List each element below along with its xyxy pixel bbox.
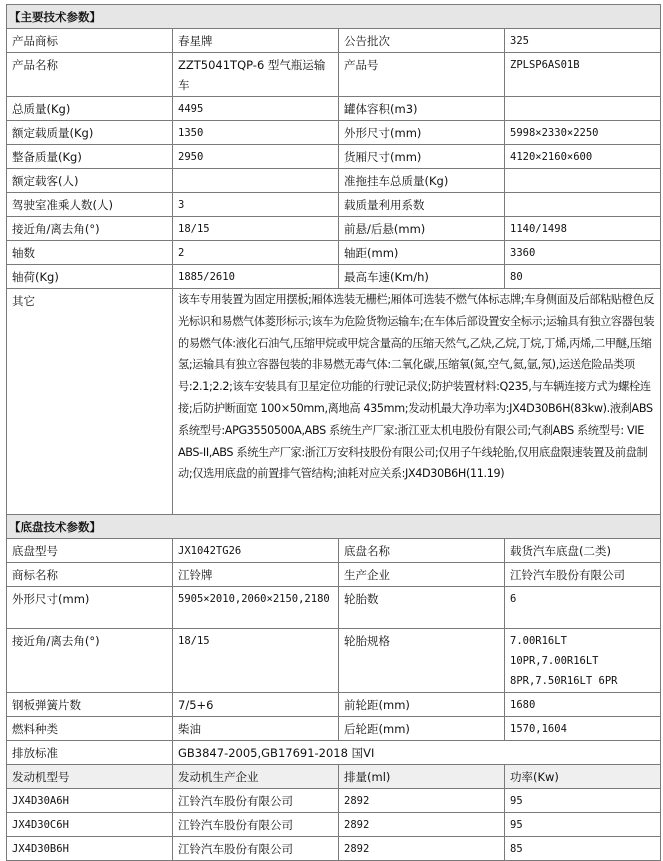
chassis-label: 后轮距(mm)	[339, 717, 505, 741]
param-label: 外形尺寸(mm)	[339, 121, 505, 145]
engine-column-header: 功率(Kw)	[505, 765, 661, 789]
engine-cell: 95	[505, 789, 661, 813]
chassis-param-row	[7, 563, 661, 587]
spec-table-body	[7, 5, 661, 861]
chassis-param-row	[7, 629, 661, 693]
main-param-row	[7, 265, 661, 289]
engine-row	[7, 789, 661, 813]
param-value: 5998×2330×2250	[505, 121, 661, 145]
chassis-param-row	[7, 587, 661, 629]
chassis-label: 底盘名称	[339, 539, 505, 563]
chassis-value: 1680	[505, 693, 661, 717]
main-param-row	[7, 241, 661, 265]
engine-column-header: 发动机型号	[7, 765, 173, 789]
main-param-row	[7, 97, 661, 121]
chassis-value: 5905×2010,2060×2150,2180	[173, 587, 339, 629]
spec-sheet	[6, 4, 660, 861]
other-label: 其它	[7, 289, 173, 515]
chassis-section-title: 【底盘技术参数】	[7, 515, 661, 539]
chassis-label: 前轮距(mm)	[339, 693, 505, 717]
chassis-param-row	[7, 539, 661, 563]
param-label: 载质量利用系数	[339, 193, 505, 217]
engine-cell: JX4D30B6H	[7, 837, 173, 861]
param-value: 1885/2610	[173, 265, 339, 289]
chassis-label: 商标名称	[7, 563, 173, 587]
chassis-value: 载货汽车底盘(二类)	[505, 539, 661, 563]
param-label: 轴荷(Kg)	[7, 265, 173, 289]
emission-row	[7, 741, 661, 765]
chassis-value: JX1042TG26	[173, 539, 339, 563]
engine-column-header: 排量(ml)	[339, 765, 505, 789]
engine-cell: 2892	[339, 837, 505, 861]
param-value: ZPLSP6AS01B	[505, 53, 661, 97]
engine-cell: 江铃汽车股份有限公司	[173, 789, 339, 813]
chassis-label: 轮胎数	[339, 587, 505, 629]
engine-cell: 江铃汽车股份有限公司	[173, 837, 339, 861]
main-section-header-row	[7, 5, 661, 29]
param-value: 1140/1498	[505, 217, 661, 241]
engine-cell: 85	[505, 837, 661, 861]
param-label: 罐体容积(m3)	[339, 97, 505, 121]
main-param-row	[7, 145, 661, 169]
chassis-param-row	[7, 717, 661, 741]
engine-header-row	[7, 765, 661, 789]
param-label: 驾驶室准乘人数(人)	[7, 193, 173, 217]
param-value: 春星牌	[173, 29, 339, 53]
chassis-param-row	[7, 693, 661, 717]
main-param-row	[7, 121, 661, 145]
param-label: 额定载客(人)	[7, 169, 173, 193]
engine-cell: 95	[505, 813, 661, 837]
chassis-value: 6	[505, 587, 661, 629]
param-value	[505, 97, 661, 121]
param-label: 产品商标	[7, 29, 173, 53]
param-value: 2	[173, 241, 339, 265]
chassis-label: 外形尺寸(mm)	[7, 587, 173, 629]
other-row	[7, 289, 661, 515]
chassis-value: 7/5+6	[173, 693, 339, 717]
param-value: 4120×2160×600	[505, 145, 661, 169]
param-label: 整备质量(Kg)	[7, 145, 173, 169]
param-value: 2950	[173, 145, 339, 169]
param-label: 货厢尺寸(mm)	[339, 145, 505, 169]
param-label: 前悬/后悬(mm)	[339, 217, 505, 241]
engine-row	[7, 837, 661, 861]
chassis-value: 1570,1604	[505, 717, 661, 741]
engine-cell: 2892	[339, 813, 505, 837]
chassis-value: 7.00R16LT 10PR,7.00R16LT 8PR,7.50R16LT 6PR	[505, 629, 661, 693]
param-value	[505, 169, 661, 193]
param-value: 18/15	[173, 217, 339, 241]
param-label: 额定载质量(Kg)	[7, 121, 173, 145]
engine-column-header: 发动机生产企业	[173, 765, 339, 789]
main-param-row	[7, 169, 661, 193]
chassis-section-header-row	[7, 515, 661, 539]
chassis-value: 柴油	[173, 717, 339, 741]
param-label: 轴数	[7, 241, 173, 265]
main-param-row	[7, 217, 661, 241]
param-value: 80	[505, 265, 661, 289]
main-section-title: 【主要技术参数】	[7, 5, 661, 29]
engine-cell: 江铃汽车股份有限公司	[173, 813, 339, 837]
param-value: 3	[173, 193, 339, 217]
chassis-label: 接近角/离去角(°)	[7, 629, 173, 693]
engine-row	[7, 813, 661, 837]
chassis-value: 18/15	[173, 629, 339, 693]
emission-label: 排放标准	[7, 741, 173, 765]
param-value: ZZT5041TQP-6 型气瓶运输车	[173, 53, 339, 97]
main-param-row	[7, 29, 661, 53]
param-label: 产品名称	[7, 53, 173, 97]
chassis-label: 轮胎规格	[339, 629, 505, 693]
param-value: 1350	[173, 121, 339, 145]
spec-table	[6, 4, 661, 861]
engine-cell: 2892	[339, 789, 505, 813]
main-param-row	[7, 53, 661, 97]
chassis-value: 江铃汽车股份有限公司	[505, 563, 661, 587]
param-label: 接近角/离去角(°)	[7, 217, 173, 241]
main-param-row	[7, 193, 661, 217]
param-label: 最高车速(Km/h)	[339, 265, 505, 289]
param-label: 公告批次	[339, 29, 505, 53]
param-value	[173, 169, 339, 193]
param-value: 4495	[173, 97, 339, 121]
param-value: 3360	[505, 241, 661, 265]
param-label: 轴距(mm)	[339, 241, 505, 265]
param-value: 325	[505, 29, 661, 53]
param-label: 产品号	[339, 53, 505, 97]
chassis-label: 生产企业	[339, 563, 505, 587]
engine-cell: JX4D30C6H	[7, 813, 173, 837]
chassis-label: 燃料种类	[7, 717, 173, 741]
chassis-label: 钢板弹簧片数	[7, 693, 173, 717]
emission-value: GB3847-2005,GB17691-2018 国VI	[173, 741, 661, 765]
param-label: 准拖挂车总质量(Kg)	[339, 169, 505, 193]
chassis-value: 江铃牌	[173, 563, 339, 587]
chassis-label: 底盘型号	[7, 539, 173, 563]
engine-cell: JX4D30A6H	[7, 789, 173, 813]
param-label: 总质量(Kg)	[7, 97, 173, 121]
other-description: 该车专用装置为固定用摆板;厢体选装无栅栏;厢体可选装不燃气体标志牌;车身侧面及后部粘贴橙色反光标识和易燃气体菱形标示;该车为危险货物运输车;在车体后部设置安全标示;运输具有独立容器包装的易燃气体:液化石油气,压缩甲烷或甲烷含量高的压缩天然气,乙炔,乙烷,丁烷,丁烯,丙烯,二甲醚,压缩氢;运输具有独立容器包装的非易燃无毒气体:二氧化碳,压缩氧(氮,空气,氦,氩,氖),运送危险品类项号:2.1;2.2;该车安装具有卫星定位功能的行驶记录仪;防护装置材料:Q235,与车辆连接方式为螺栓连接;后防护断面宽 100×50mm,离地高 435mm;发动机最大净功率为:JX4D30B6H(83kw).液刹ABS 系统型号:APG3550500A,ABS 系统生产厂家:浙江亚太机电股份有限公司;气刹ABS 系统型号: VIE ABS-II,ABS 系统生产厂家:浙江万安科技股份有限公司;仅用子午线轮胎,仅用底盘限速装置及前盘制动;仅选用底盘的前置排气管结构;油耗对应关系:JX4D30B6H(11.19)	[173, 289, 661, 515]
param-value	[505, 193, 661, 217]
